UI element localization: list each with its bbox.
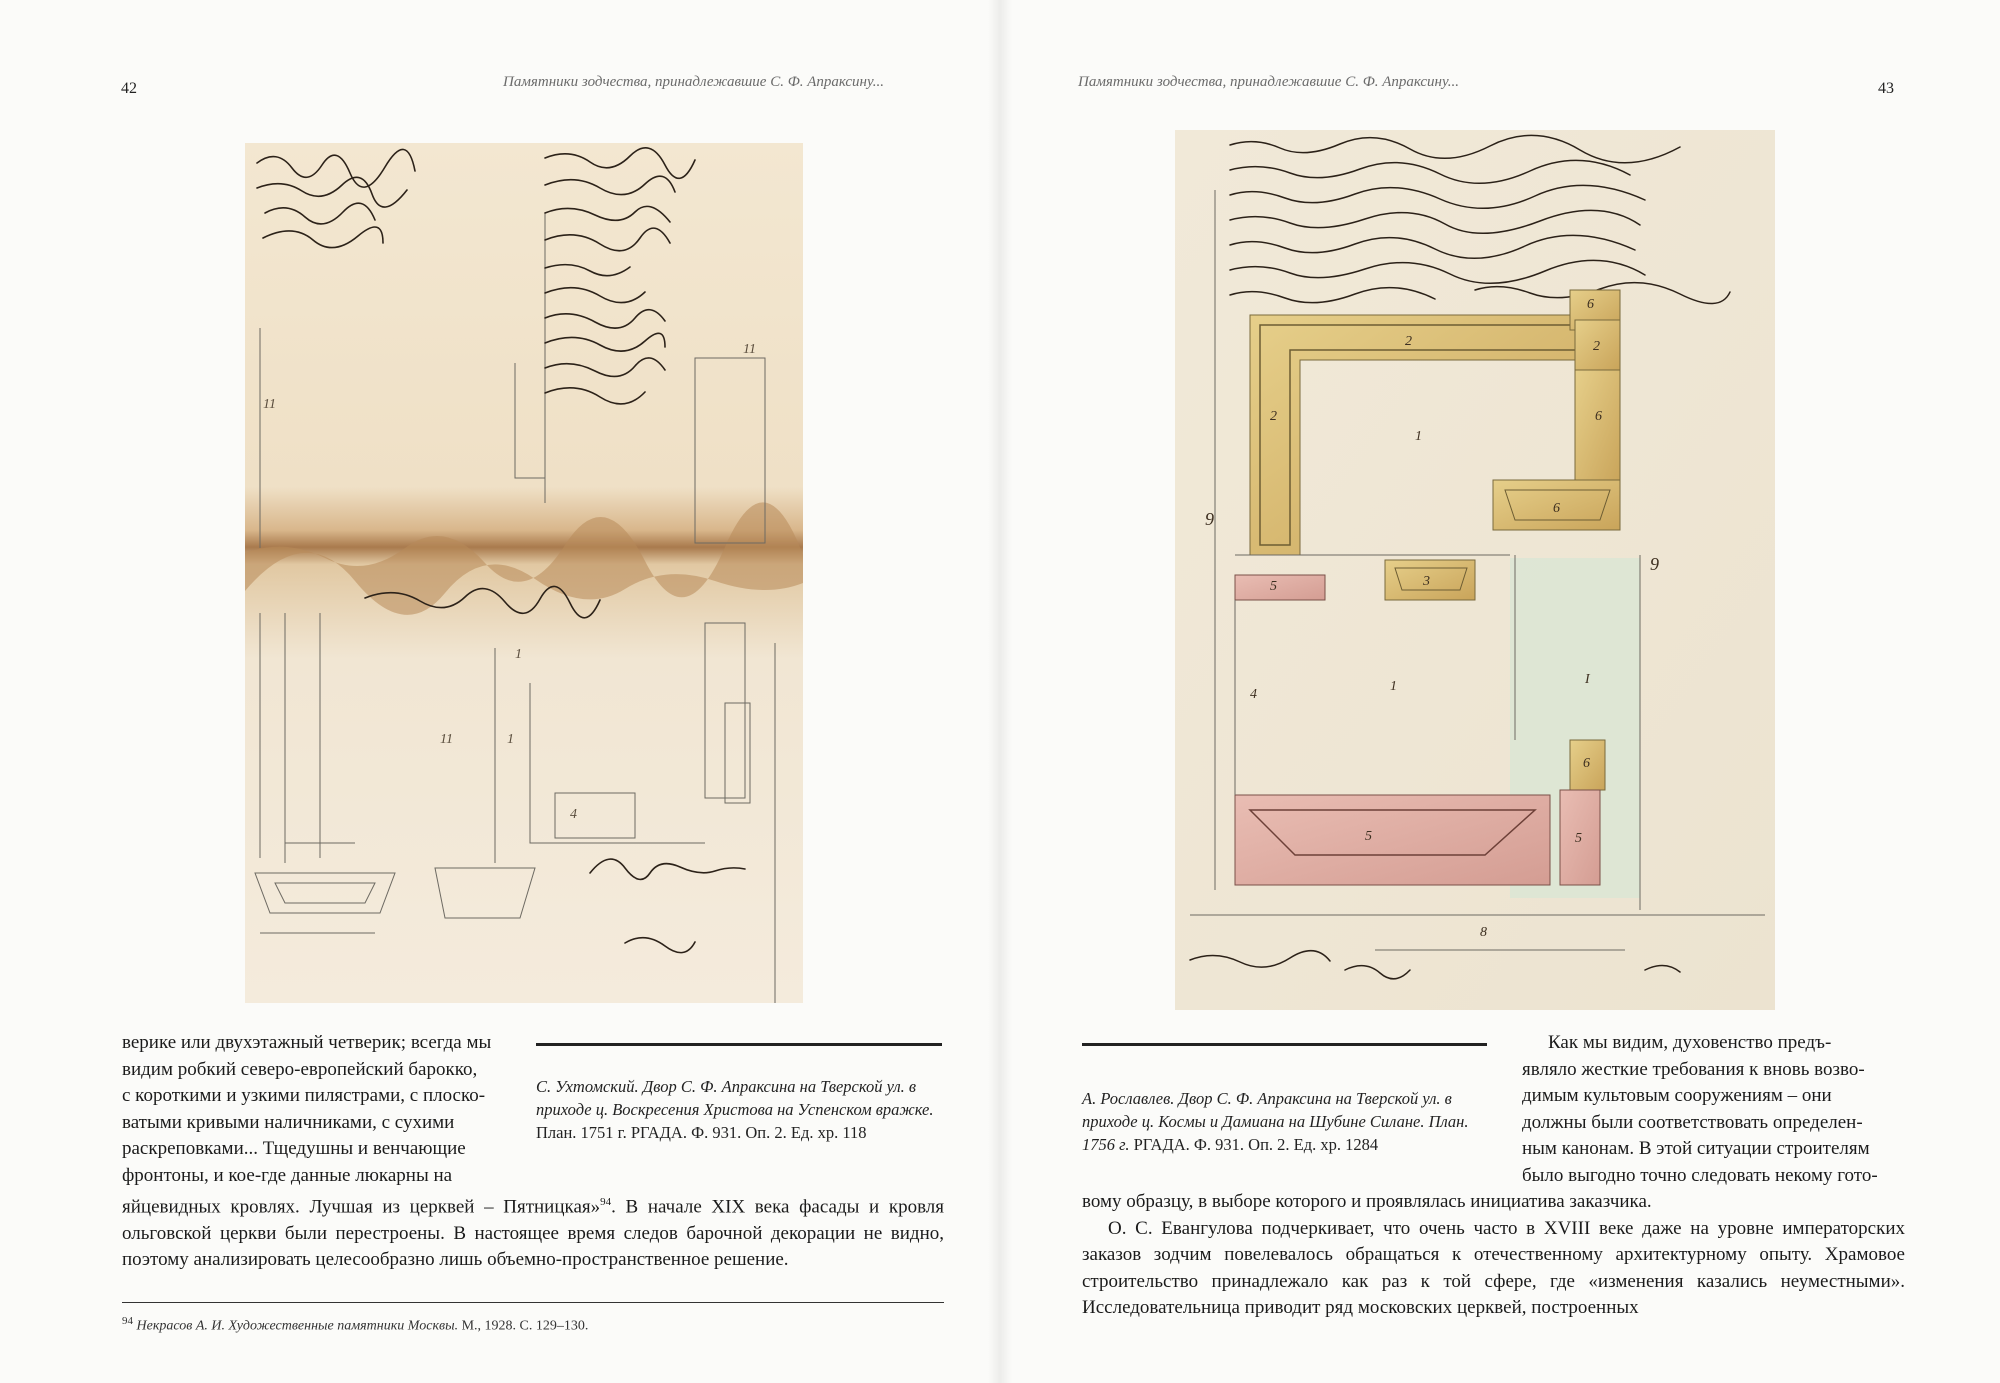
text-line: ватыми кривыми наличниками, с сухими xyxy=(122,1111,455,1133)
footnote-author: Некрасов А. И. xyxy=(136,1318,225,1334)
right-page-number: 43 xyxy=(1878,80,1894,97)
left-plan-label: 1 xyxy=(507,732,514,747)
plan-label: 6 xyxy=(1595,409,1602,424)
plan-label: 5 xyxy=(1575,831,1582,846)
plan-label: 4 xyxy=(1250,687,1257,702)
plan-label: 5 xyxy=(1365,829,1372,844)
text-line: фронтоны, и кое-где данные люкарны на xyxy=(122,1164,453,1186)
text-line: ным канонам. В этой ситуации строителям xyxy=(1522,1138,1870,1159)
left-caption-rule xyxy=(536,1043,942,1046)
left-body-wrapped xyxy=(122,1030,502,1189)
right-running-head: Памятники зодчества, принадлежавшие С. Ф. Апраксину... xyxy=(1078,74,1459,90)
left-plan-label: 11 xyxy=(743,342,756,357)
right-plan-image xyxy=(1175,130,1775,1010)
left-caption-title: Двор С. Ф. Апраксина на Тверской ул. в приходе ц. Воскресения Христова на Успенском вражке. xyxy=(536,1077,934,1119)
right-body-full xyxy=(1082,1189,1905,1322)
left-page-number: 42 xyxy=(121,80,137,97)
plan-label: 2 xyxy=(1405,334,1412,349)
plan-label: 6 xyxy=(1587,297,1594,312)
right-body-wrapped xyxy=(1522,1030,1905,1189)
plan-label: I xyxy=(1585,672,1590,687)
left-running-head: Памятники зодчества, принадлежавшие С. Ф. Апраксину... xyxy=(503,74,884,90)
text-line: димым культовым сооружениям – они xyxy=(1522,1085,1832,1106)
left-plan-label: 4 xyxy=(570,807,577,822)
left-plan-label: 11 xyxy=(440,732,453,747)
text-line: должны были соответствовать определен- xyxy=(1522,1111,1863,1133)
plan-label: 1 xyxy=(1415,429,1422,444)
text-line: верике или двухэтажный четверик; всегда мы xyxy=(122,1032,492,1053)
right-caption-title: Двор С. Ф. Апраксина на Тверской ул. в приходе ц. Космы и Дамиана на Шубине Силане. План. 1756 г. xyxy=(1082,1089,1469,1154)
right-caption-rule xyxy=(1082,1043,1487,1046)
plan-label: 9 xyxy=(1650,554,1659,574)
body-paragraph: вому образцу, в выборе которого и проявлялась инициатива заказчика. xyxy=(1082,1191,1652,1212)
footnote-rule xyxy=(122,1302,944,1303)
footnote-title: Художественные памятники Москвы. xyxy=(228,1318,459,1334)
plan-label: 3 xyxy=(1423,574,1430,589)
footnote-number: 94 xyxy=(122,1315,133,1327)
plan-label: 6 xyxy=(1583,756,1590,771)
left-caption-source: План. 1751 г. РГАДА. Ф. 931. Оп. 2. Ед. хр. 118 xyxy=(536,1123,867,1142)
left-caption-author: С. Ухтомский. xyxy=(536,1077,639,1096)
plan-label: 1 xyxy=(1390,679,1397,694)
plan-label: 8 xyxy=(1480,925,1487,940)
right-caption-author: А. Рославлев. xyxy=(1082,1089,1175,1108)
right-figure-caption xyxy=(1082,1087,1492,1156)
text-line: являло жесткие требования к вновь возво- xyxy=(1522,1058,1865,1080)
left-plan-image xyxy=(245,143,803,1003)
footnote-rest: М., 1928. С. 129–130. xyxy=(461,1318,589,1334)
plan-label: 5 xyxy=(1270,579,1277,594)
left-plan-label: 11 xyxy=(263,397,276,412)
left-plan-label: 1 xyxy=(515,647,522,662)
body-text: . В начале XIX века фасады и кровля ольговской церкви были перестроены. В настоящее время следов барочной декорации не видно, поэтому анализировать целесообразно лишь объемно-пространственное решение. xyxy=(122,1196,945,1271)
right-caption-source: РГАДА. Ф. 931. Оп. 2. Ед. хр. 1284 xyxy=(1133,1135,1379,1154)
text-line: с короткими и узкими пилястрами, с плоско- xyxy=(122,1085,486,1106)
footnote xyxy=(122,1315,588,1335)
text-line: Как мы видим, духовенство предъ- xyxy=(1548,1032,1832,1053)
body-text: яйцевидных кровлях. Лучшая из церквей – Пятницкая» xyxy=(122,1196,601,1218)
plan-label: 2 xyxy=(1270,409,1277,424)
text-line: было выгодно точно следовать некому гото- xyxy=(1522,1164,1878,1186)
plan-label: 9 xyxy=(1205,509,1214,529)
left-body-full xyxy=(122,1189,944,1274)
text-line: видим робкий северо-европейский барокко, xyxy=(122,1058,478,1080)
plan-label: 6 xyxy=(1553,501,1560,516)
plan-label: 2 xyxy=(1593,339,1600,354)
book-gutter xyxy=(988,0,1012,1383)
body-paragraph: О. С. Евангулова подчеркивает, что очень часто в XVIII веке даже на уровне императорских заказов зодчим повелевалось обращаться к отечественному архитектурному опыту. Храмовое строительство принадлежало как раз к той сфере, где «изменения казались неуместными». Исследовательница приводит ряд московских церквей, построенных xyxy=(1082,1217,1905,1318)
text-line: раскреповками... Тщедушны и венчающие xyxy=(122,1138,466,1159)
footnote-ref: 94 xyxy=(600,1196,612,1208)
left-figure-caption xyxy=(536,1075,946,1144)
